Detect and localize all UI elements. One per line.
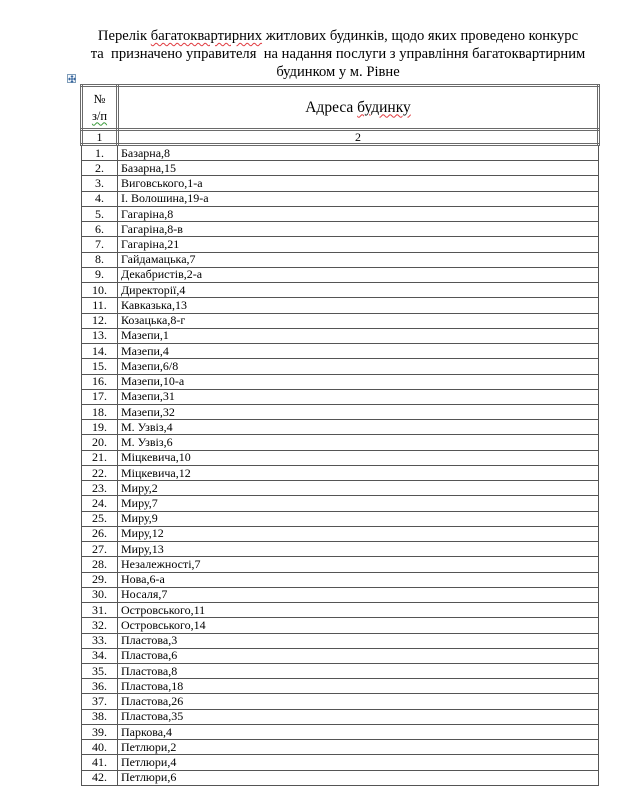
table-row <box>82 237 599 252</box>
row-address: Гагаріна,8 <box>118 206 599 221</box>
row-address: Пластова,3 <box>118 633 599 648</box>
header-address-word-1: Адреса <box>305 98 358 116</box>
row-number: 30. <box>82 587 118 602</box>
row-number: 12. <box>82 313 118 328</box>
row-address: Пластова,26 <box>118 694 599 709</box>
header-number-abbrev: з/п <box>91 108 108 123</box>
row-number: 33. <box>82 633 118 648</box>
row-address: Декабристів,2-а <box>118 267 599 282</box>
header-number <box>82 86 118 130</box>
column-index-row <box>82 130 599 145</box>
row-number: 13. <box>82 328 118 343</box>
row-number: 1. <box>82 145 118 161</box>
table-row <box>82 420 599 435</box>
table-row <box>82 603 599 618</box>
row-number: 21. <box>82 450 118 465</box>
row-number: 3. <box>82 176 118 191</box>
row-address: Миру,7 <box>118 496 599 511</box>
row-address: Гагаріна,21 <box>118 237 599 252</box>
row-number: 32. <box>82 618 118 633</box>
row-number: 5. <box>82 206 118 221</box>
table-row <box>82 145 599 161</box>
row-number: 37. <box>82 694 118 709</box>
table-row <box>82 694 599 709</box>
row-address: Мазепи,4 <box>118 344 599 359</box>
table-row <box>82 191 599 206</box>
row-number: 20. <box>82 435 118 450</box>
table-row <box>82 252 599 267</box>
row-number: 28. <box>82 557 118 572</box>
row-address: Директорії,4 <box>118 283 599 298</box>
table-row <box>82 511 599 526</box>
header-address <box>118 86 599 130</box>
row-number: 26. <box>82 526 118 541</box>
row-number: 15. <box>82 359 118 374</box>
row-address: Миру,9 <box>118 511 599 526</box>
table-row <box>82 267 599 282</box>
table-row <box>82 161 599 176</box>
row-address: Мазепи,6/8 <box>118 359 599 374</box>
row-address: Пластова,8 <box>118 663 599 678</box>
table-row <box>82 298 599 313</box>
table-row <box>82 465 599 480</box>
row-address: Міцкевича,12 <box>118 465 599 480</box>
row-address: Нова,6-а <box>118 572 599 587</box>
table-row <box>82 770 599 785</box>
table-row <box>82 374 599 389</box>
table-row <box>82 587 599 602</box>
table-row <box>82 618 599 633</box>
row-number: 6. <box>82 222 118 237</box>
table-row <box>82 648 599 663</box>
row-number: 42. <box>82 770 118 785</box>
row-address: Петлюри,6 <box>118 770 599 785</box>
table-row <box>82 176 599 191</box>
table-row <box>82 222 599 237</box>
row-address: Островського,14 <box>118 618 599 633</box>
title-line-1-start: Перелік <box>97 28 151 44</box>
row-number: 34. <box>82 648 118 663</box>
row-address: Гайдамацька,7 <box>118 252 599 267</box>
table-row <box>82 389 599 404</box>
row-number: 16. <box>82 374 118 389</box>
row-address: Кавказька,13 <box>118 298 599 313</box>
row-address: Петлюри,2 <box>118 740 599 755</box>
row-address: Миру,2 <box>118 481 599 496</box>
table-row <box>82 404 599 419</box>
row-address: Мазепи,32 <box>118 404 599 419</box>
row-number: 29. <box>82 572 118 587</box>
table-row <box>82 709 599 724</box>
row-address: Незалежності,7 <box>118 557 599 572</box>
misspelled-word[interactable]: багатоквартирних <box>150 28 263 44</box>
table-row <box>82 679 599 694</box>
table-row <box>82 359 599 374</box>
table-row <box>82 663 599 678</box>
table-row <box>82 557 599 572</box>
row-address: Паркова,4 <box>118 724 599 739</box>
row-number: 19. <box>82 420 118 435</box>
row-number: 23. <box>82 481 118 496</box>
row-number: 24. <box>82 496 118 511</box>
row-number: 17. <box>82 389 118 404</box>
row-number: 38. <box>82 709 118 724</box>
table-row <box>82 542 599 557</box>
row-number: 40. <box>82 740 118 755</box>
table-row <box>82 283 599 298</box>
document-title <box>70 27 606 81</box>
row-address: Базарна,15 <box>118 161 599 176</box>
row-number: 36. <box>82 679 118 694</box>
table-row <box>82 328 599 343</box>
row-number: 27. <box>82 542 118 557</box>
row-number: 11. <box>82 298 118 313</box>
row-number: 14. <box>82 344 118 359</box>
row-address: Міцкевича,10 <box>118 450 599 465</box>
row-address: Пластова,35 <box>118 709 599 724</box>
row-address: М. Узвіз,6 <box>118 435 599 450</box>
row-number: 2. <box>82 161 118 176</box>
row-address: Миру,12 <box>118 526 599 541</box>
buildings-table <box>80 84 600 786</box>
table-header-row <box>82 86 599 130</box>
table-row <box>82 572 599 587</box>
table-row <box>82 496 599 511</box>
row-address: Виговського,1-а <box>118 176 599 191</box>
row-number: 25. <box>82 511 118 526</box>
row-number: 22. <box>82 465 118 480</box>
title-line-1-end: житлових будинків, щодо яких проведено конкурс <box>262 28 579 44</box>
row-address: Козацька,8-г <box>118 313 599 328</box>
row-number: 7. <box>82 237 118 252</box>
table-row <box>82 481 599 496</box>
table-row <box>82 450 599 465</box>
header-address-word-2[interactable]: будинку <box>357 98 411 116</box>
row-address: Мазепи,10-а <box>118 374 599 389</box>
move-arrows-icon <box>68 75 76 83</box>
table-row <box>82 740 599 755</box>
table-row <box>82 344 599 359</box>
row-address: Островського,11 <box>118 603 599 618</box>
header-number-sign: № <box>93 91 106 106</box>
row-number: 31. <box>82 603 118 618</box>
row-address: Базарна,8 <box>118 145 599 161</box>
table-move-handle[interactable] <box>67 74 76 83</box>
table-row <box>82 755 599 770</box>
table-row <box>82 206 599 221</box>
table-row <box>82 313 599 328</box>
column-index-2: 2 <box>118 130 599 145</box>
column-index-1: 1 <box>82 130 118 145</box>
row-address: Гагаріна,8-в <box>118 222 599 237</box>
row-number: 8. <box>82 252 118 267</box>
title-line-2: та призначено управителя на надання послуги з управління багатоквартирним <box>90 46 586 62</box>
row-number: 39. <box>82 724 118 739</box>
table-row <box>82 526 599 541</box>
row-address: Петлюри,4 <box>118 755 599 770</box>
row-address: Мазепи,1 <box>118 328 599 343</box>
row-address: М. Узвіз,4 <box>118 420 599 435</box>
table-row <box>82 724 599 739</box>
title-line-1 <box>70 27 606 45</box>
row-address: Пластова,18 <box>118 679 599 694</box>
row-number: 4. <box>82 191 118 206</box>
row-number: 18. <box>82 404 118 419</box>
table-row <box>82 633 599 648</box>
row-address: Мазепи,31 <box>118 389 599 404</box>
row-number: 9. <box>82 267 118 282</box>
table-row <box>82 435 599 450</box>
row-number: 35. <box>82 663 118 678</box>
title-line-3: будинком у м. Рівне <box>276 64 400 80</box>
row-address: Пластова,6 <box>118 648 599 663</box>
row-number: 41. <box>82 755 118 770</box>
row-address: Миру,13 <box>118 542 599 557</box>
row-number: 10. <box>82 283 118 298</box>
row-address: І. Волошина,19-а <box>118 191 599 206</box>
row-address: Носаля,7 <box>118 587 599 602</box>
